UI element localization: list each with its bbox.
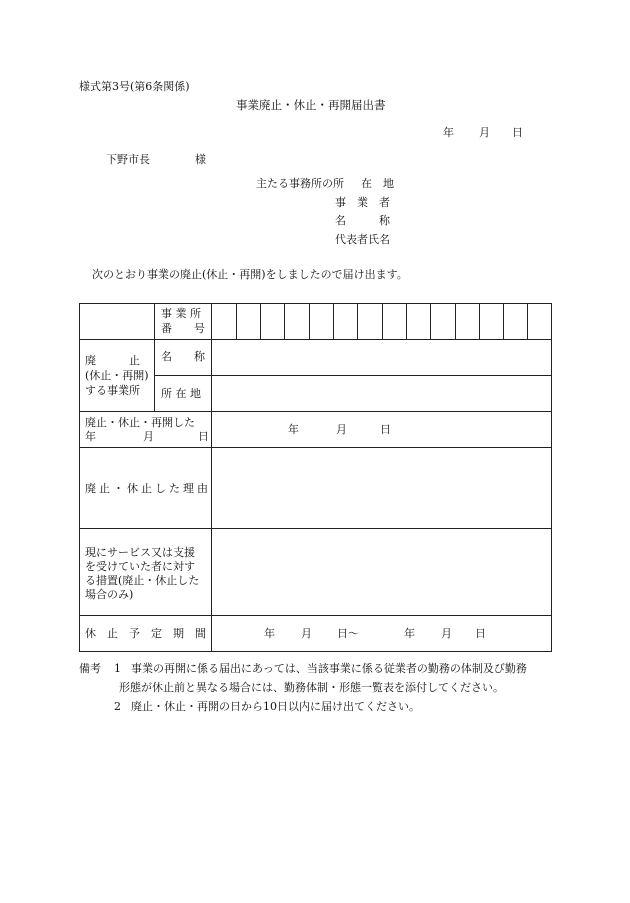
digit-box-divider (527, 303, 528, 339)
table-border-left (79, 303, 80, 652)
digit-box-divider (357, 303, 358, 339)
digit-box-divider (260, 303, 261, 339)
note-2-number: 2 (114, 700, 121, 713)
note-2: 廃止・休止・再開の日から10日以内に届け出てください。 (131, 700, 420, 713)
table-border-right (551, 303, 552, 652)
row-divider (79, 411, 552, 412)
table-border-top (79, 303, 552, 304)
note-1-line-1: 事業の再開に係る届出にあっては、当該事業に係る従業者の勤務の体制及び勤務 (131, 662, 527, 675)
row-divider (79, 339, 552, 340)
addressee-name: 下野市長 (106, 153, 150, 166)
name-label: 名 称 (335, 214, 390, 227)
digit-box-divider (430, 303, 431, 339)
digit-box-divider (284, 303, 285, 339)
measures-label-line-1: 現にサービス又は支援 (85, 546, 195, 559)
row-divider (79, 447, 552, 448)
reason-label: 廃止・休止した理由 (85, 482, 211, 495)
note-1-number: 1 (114, 662, 121, 675)
digit-box-divider (333, 303, 334, 339)
addressee-honorific: 様 (195, 153, 206, 166)
event-date-day: 日 (380, 423, 391, 436)
period-start-month: 月 (301, 627, 312, 640)
office-location-label-1: 主たる事務所の所 (256, 177, 344, 190)
intro-text: 次のとおり事業の廃止(休止・再開)をしましたので届け出ます。 (92, 268, 408, 281)
row-divider (79, 528, 552, 529)
period-end-day: 日 (475, 627, 486, 640)
digit-box-divider (406, 303, 407, 339)
row-divider (154, 375, 552, 376)
date-year: 年 (443, 126, 454, 139)
office-number-label-2: 番 号 (161, 322, 205, 335)
notes-heading: 備考 (79, 662, 101, 675)
event-date-label-day: 日 (198, 430, 209, 443)
target-office-label-3: する事業所 (85, 384, 140, 397)
measures-label-line-4: 場合のみ) (85, 588, 134, 601)
measures-label-line-3: る措置(廃止・休止した (85, 574, 200, 587)
column-divider (211, 303, 212, 652)
row-divider (79, 615, 552, 616)
target-office-label-2: (休止・再開) (85, 369, 149, 382)
event-date-label-1: 廃止・休止・再開した (85, 416, 195, 429)
event-date-month: 月 (336, 423, 347, 436)
note-1-line-2: 形態が休止前と異なる場合には、勤務体制・形態一覧表を添付してください。 (119, 681, 504, 694)
digit-box-divider (503, 303, 504, 339)
form-number: 様式第3号(第6条関係) (79, 80, 190, 93)
digit-box-divider (382, 303, 383, 339)
date-month: 月 (479, 126, 490, 139)
date-day: 日 (512, 126, 523, 139)
digit-box-divider (455, 303, 456, 339)
representative-label: 代表者氏名 (335, 233, 390, 246)
digit-box-divider (479, 303, 480, 339)
event-date-year: 年 (288, 423, 299, 436)
target-office-label-1: 廃 止 (85, 354, 140, 367)
period-end-month: 月 (441, 627, 452, 640)
table-border-bottom (79, 651, 552, 652)
period-end-year: 年 (404, 627, 415, 640)
period-start-day: 日〜 (337, 627, 359, 640)
document-title: 事業廃止・休止・再開届出書 (236, 98, 386, 112)
business-operator-label: 事 業 者 (335, 196, 390, 209)
digit-box-divider (309, 303, 310, 339)
event-date-label-month: 月 (143, 430, 154, 443)
column-divider (154, 303, 155, 411)
office-number-label-1: 事 業 所 (161, 307, 201, 320)
period-start-year: 年 (264, 627, 275, 640)
office-location-label: 所 在 地 (161, 387, 201, 400)
event-date-label-year: 年 (85, 430, 96, 443)
digit-box-divider (236, 303, 237, 339)
office-location-label-2: 在 地 (361, 177, 394, 190)
suspension-period-label: 休 止 予 定 期 間 (85, 627, 206, 640)
office-name-label: 名 称 (161, 350, 205, 363)
measures-label-line-2: を受けていた者に対す (85, 560, 195, 573)
